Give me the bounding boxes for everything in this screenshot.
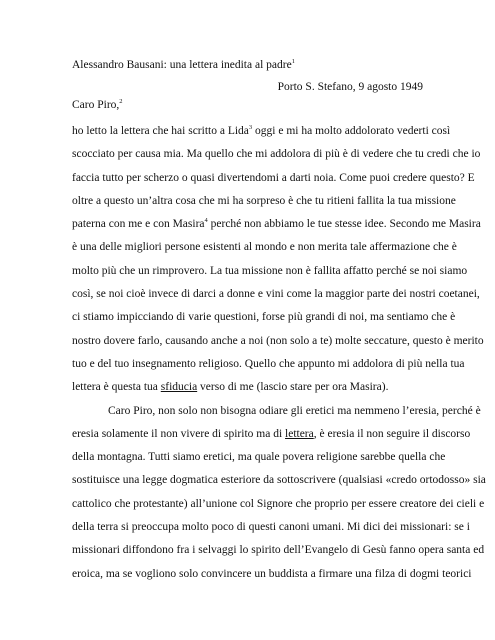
text-line	[72, 473, 486, 496]
footnote-marker: 3	[248, 124, 253, 131]
document-title	[72, 58, 295, 72]
line-text: , è eresia il non seguire il discorso	[313, 427, 471, 440]
text-line	[72, 310, 456, 333]
line-text: scocciato per causa mia. Ma quello che mi addolora di più è di vedere che tu credi che io	[72, 148, 481, 161]
salutation-text: Caro Piro,	[72, 99, 120, 111]
line-text: paterna con me e con Masira	[72, 218, 205, 231]
text-line	[72, 357, 465, 380]
text-line	[72, 450, 446, 473]
text-line	[72, 287, 480, 310]
footnote-marker: 2	[119, 98, 123, 105]
footnote-marker: 4	[204, 217, 208, 225]
line-text: ci stiamo impicciando di varie questioni, forse più grandi di noi, ma sentiamo che è	[72, 311, 456, 324]
salutation	[72, 98, 123, 112]
line-text: faccia tutto per scherzo o quasi divertendomi a darti noia. Come puoi credere questo? E	[72, 171, 475, 184]
underlined-word: lettera	[285, 427, 314, 440]
text-line	[72, 497, 485, 520]
line-text: nostro dovere farlo, causando anche a noi (non solo a te) molte seccature, questo è merito	[72, 334, 484, 347]
line-text: perché non abbiamo le tue stesse idee. Secondo me Masira	[207, 218, 481, 231]
text-line	[72, 147, 481, 170]
line-text: cattolico che protestante) all’unione col Signore che proprio per essere creatore dei cieli e	[72, 497, 485, 510]
line-text: verso di me (lascio stare per ora Masira).	[197, 381, 389, 394]
line-text: così, se noi cioè invece di darci a donne e vini come la maggior parte dei nostri coetanei,	[72, 288, 480, 301]
text-line	[72, 380, 424, 403]
text-line	[72, 334, 484, 357]
line-text: della terra si preoccupa molto poco di questi canoni umani. Mi dici dei missionari: se i	[72, 521, 470, 534]
line-text: eroica, ma se vogliono solo convincere un buddista a firmare una filza di dogmi teorici	[72, 567, 472, 580]
line-text: eresia solamente il non vivere di spirito ma di	[72, 427, 286, 440]
text-line	[72, 567, 472, 590]
text-line	[72, 520, 470, 543]
text-line	[72, 124, 451, 147]
line-text: Caro Piro, non solo non bisogna odiare gli eretici ma nemmeno l’eresia, perché è	[108, 404, 481, 417]
text-line	[72, 194, 456, 217]
line-text: della montagna. Tutti siamo eretici, ma quale povera religione sarebbe quella che	[72, 451, 446, 464]
title-text: Alessandro Bausani: una lettera inedita al padre	[72, 59, 292, 71]
line-text: oltre a questo un’altra cosa che mi ha sorpreso è che tu ritieni fallita la tua missione	[72, 194, 456, 207]
line-text: tuo e del tuo insegnamento religioso. Quello che appunto mi addolora di più nella tua	[72, 357, 465, 370]
line-text: molto più che un rimprovero. La tua missione non è fallita affatto perché se noi siamo	[72, 264, 468, 277]
place-date: Porto S. Stefano, 9 agosto 1949	[277, 81, 423, 93]
line-text: oggi e mi ha molto addolorato vederti così	[252, 125, 451, 137]
letter-body	[72, 124, 486, 590]
text-line	[72, 171, 475, 194]
footnote-marker: 1	[291, 58, 295, 65]
text-line	[72, 217, 481, 240]
line-text: ho letto la lettera che hai scritto a Lida	[72, 125, 249, 137]
line-text: sostituisce una legge dogmatica esteriore da sottoscrivere (qualsiasi «credo ortodosso» sia	[72, 474, 486, 487]
line-text: missionari diffondono fra i selvaggi lo spirito dell’Evangelo di Gesù fanno opera santa ed	[72, 544, 485, 557]
text-line	[72, 543, 485, 566]
text-line	[72, 404, 481, 427]
text-line	[72, 264, 468, 287]
line-text: lettera è questa tua	[72, 381, 161, 394]
underlined-word: sfiducia	[160, 381, 198, 394]
text-line	[72, 240, 457, 263]
line-text: è una delle migliori persone esistenti al mondo e non merita tale affermazione che è	[72, 241, 457, 254]
text-line	[72, 427, 471, 450]
